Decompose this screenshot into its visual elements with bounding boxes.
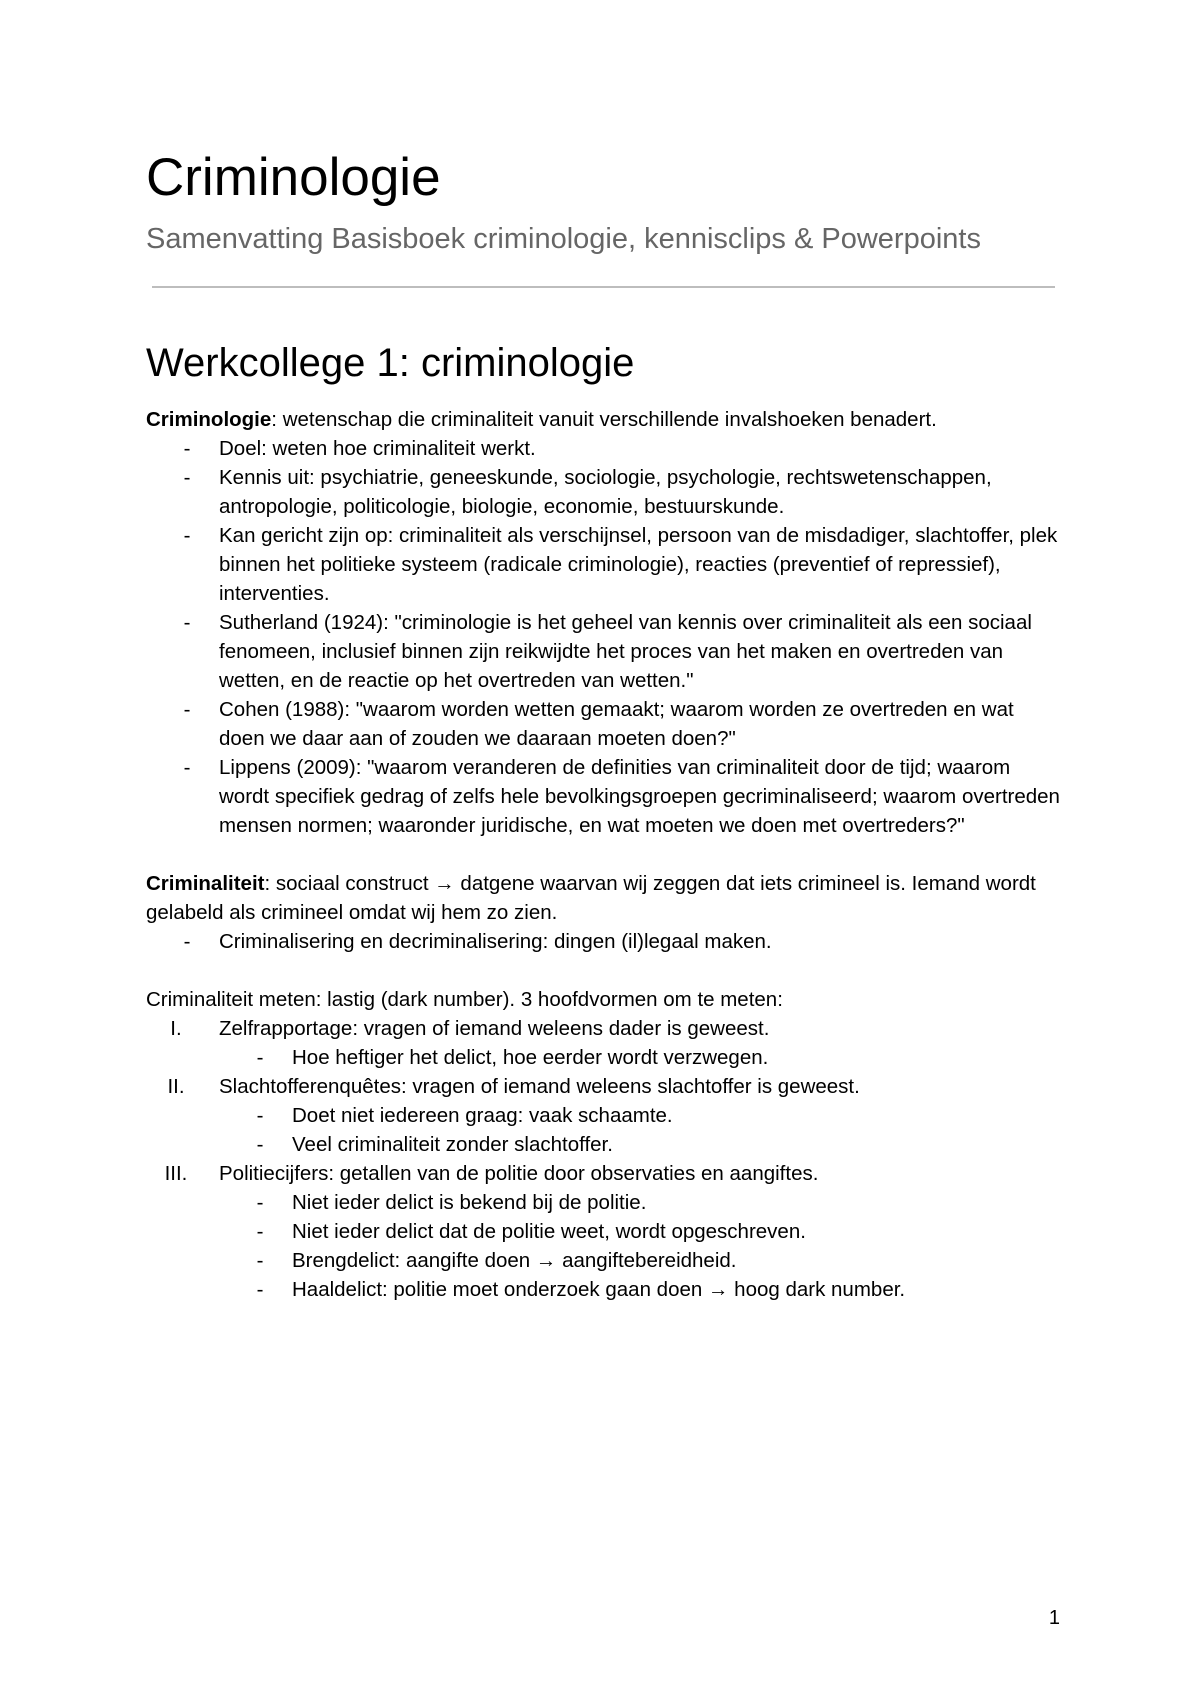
sub-list-item — [219, 1217, 1061, 1246]
list-item — [146, 927, 1061, 956]
criminologie-definition — [146, 405, 1061, 434]
dash-bullet: - — [256, 1104, 264, 1127]
sub-list-item — [219, 1101, 1061, 1130]
list-item — [146, 753, 1061, 840]
list-item — [146, 434, 1061, 463]
criminaliteit-bullet-list — [146, 927, 1061, 956]
numbered-item-text: Politiecijfers: getallen van de politie door observaties en aangiftes. — [219, 1162, 819, 1185]
section-heading: Werkcollege 1: criminologie — [146, 341, 635, 385]
list-item — [146, 463, 1061, 521]
criminaliteit-term: Criminaliteit — [146, 872, 265, 895]
numbered-item — [146, 1014, 1061, 1072]
list-item — [146, 608, 1061, 695]
roman-numeral: III. — [164, 1162, 188, 1185]
list-item-text: Kennis uit: psychiatrie, geneeskunde, sociologie, psychologie, rechtswetenschappen, antropologie, politicologie, biologie, economie, bestuurskunde. — [219, 466, 992, 518]
list-item-text: Kan gericht zijn op: criminaliteit als verschijnsel, persoon van de misdadiger, slachtoffer, plek binnen het politieke systeem (radicale criminologie), reacties (preventief of repressief), interventies. — [219, 524, 1058, 605]
sub-bullet-list — [219, 1101, 1061, 1159]
sub-list-item-text: Brengdelict: aangifte doen → aangiftebereidheid. — [292, 1249, 737, 1272]
section-body — [146, 405, 1061, 1304]
dash-bullet: - — [256, 1191, 264, 1214]
sub-list-item-text: Haaldelict: politie moet onderzoek gaan doen → hoog dark number. — [292, 1278, 906, 1301]
dash-bullet: - — [256, 1133, 264, 1156]
sub-list-item-text: Niet ieder delict is bekend bij de politie. — [292, 1191, 647, 1214]
sub-list-item — [219, 1130, 1061, 1159]
list-item-text: Doel: weten hoe criminaliteit werkt. — [219, 437, 536, 460]
list-item — [146, 695, 1061, 753]
dash-bullet: - — [256, 1278, 264, 1301]
sub-list-item — [219, 1246, 1061, 1275]
dash-bullet: - — [183, 698, 191, 721]
sub-list-item-text: Doet niet iedereen graag: vaak schaamte. — [292, 1104, 673, 1127]
list-item-text: Cohen (1988): "waarom worden wetten gemaakt; waarom worden ze overtreden en wat doen we daar aan of zouden we daaraan moeten doen?" — [219, 698, 1014, 750]
list-item — [146, 521, 1061, 608]
dash-bullet: - — [183, 437, 191, 460]
document-title: Criminologie — [146, 148, 441, 207]
criminologie-bullet-list — [146, 434, 1061, 840]
list-item-text: Criminalisering en decriminalisering: dingen (il)legaal maken. — [219, 930, 772, 953]
sub-list-item-text: Hoe heftiger het delict, hoe eerder wordt verzwegen. — [292, 1046, 769, 1069]
roman-numeral: I. — [170, 1017, 182, 1040]
dash-bullet: - — [256, 1046, 264, 1069]
criminologie-definition-text: : wetenschap die criminaliteit vanuit verschillende invalshoeken benadert. — [271, 408, 937, 431]
dash-bullet: - — [256, 1249, 264, 1272]
sub-bullet-list — [219, 1188, 1061, 1304]
numbered-item — [146, 1159, 1061, 1304]
page-number: 1 — [1048, 1607, 1060, 1629]
meten-numbered-list — [146, 1014, 1061, 1304]
criminaliteit-definition-text: : sociaal construct → datgene waarvan wij zeggen dat iets crimineel is. Iemand wordt gelabeld als crimineel omdat wij hem zo zien. — [146, 872, 1036, 924]
sub-list-item — [219, 1188, 1061, 1217]
document-subtitle: Samenvatting Basisboek criminologie, kennisclips & Powerpoints — [146, 223, 981, 255]
numbered-item-text: Slachtofferenquêtes: vragen of iemand weleens slachtoffer is geweest. — [219, 1075, 860, 1098]
list-item-text: Lippens (2009): "waarom veranderen de definities van criminaliteit door de tijd; waarom wordt specifiek gedrag of zelfs hele bevolkingsgroepen gecriminaliseerd; waarom overtreden mensen normen; waaronder juridische, en wat moeten we doen met overtreders?" — [219, 756, 1060, 837]
sub-list-item — [219, 1043, 1061, 1072]
sub-list-item — [219, 1275, 1061, 1304]
sub-list-item-text: Niet ieder delict dat de politie weet, wordt opgeschreven. — [292, 1220, 806, 1243]
dash-bullet: - — [183, 930, 191, 953]
paragraph-spacer — [146, 840, 1061, 869]
numbered-item — [146, 1072, 1061, 1159]
dash-bullet: - — [183, 756, 191, 779]
numbered-item-text: Zelfrapportage: vragen of iemand weleens dader is geweest. — [219, 1017, 770, 1040]
dash-bullet: - — [256, 1220, 264, 1243]
list-item-text: Sutherland (1924): "criminologie is het geheel van kennis over criminaliteit als een sociaal fenomeen, inclusief binnen zijn reikwijdte het proces van het maken en overtreden van wetten, en de reactie op het overtreden van wetten." — [219, 611, 1032, 692]
roman-numeral: II. — [167, 1075, 185, 1098]
criminaliteit-definition — [146, 869, 1061, 927]
sub-bullet-list — [219, 1043, 1061, 1072]
paragraph-spacer — [146, 956, 1061, 985]
dash-bullet: - — [183, 611, 191, 634]
dash-bullet: - — [183, 524, 191, 547]
meten-intro: Criminaliteit meten: lastig (dark number). 3 hoofdvormen om te meten: — [146, 988, 783, 1011]
criminologie-term: Criminologie — [146, 408, 272, 431]
horizontal-divider — [152, 286, 1055, 288]
sub-list-item-text: Veel criminaliteit zonder slachtoffer. — [292, 1133, 613, 1156]
dash-bullet: - — [183, 466, 191, 489]
